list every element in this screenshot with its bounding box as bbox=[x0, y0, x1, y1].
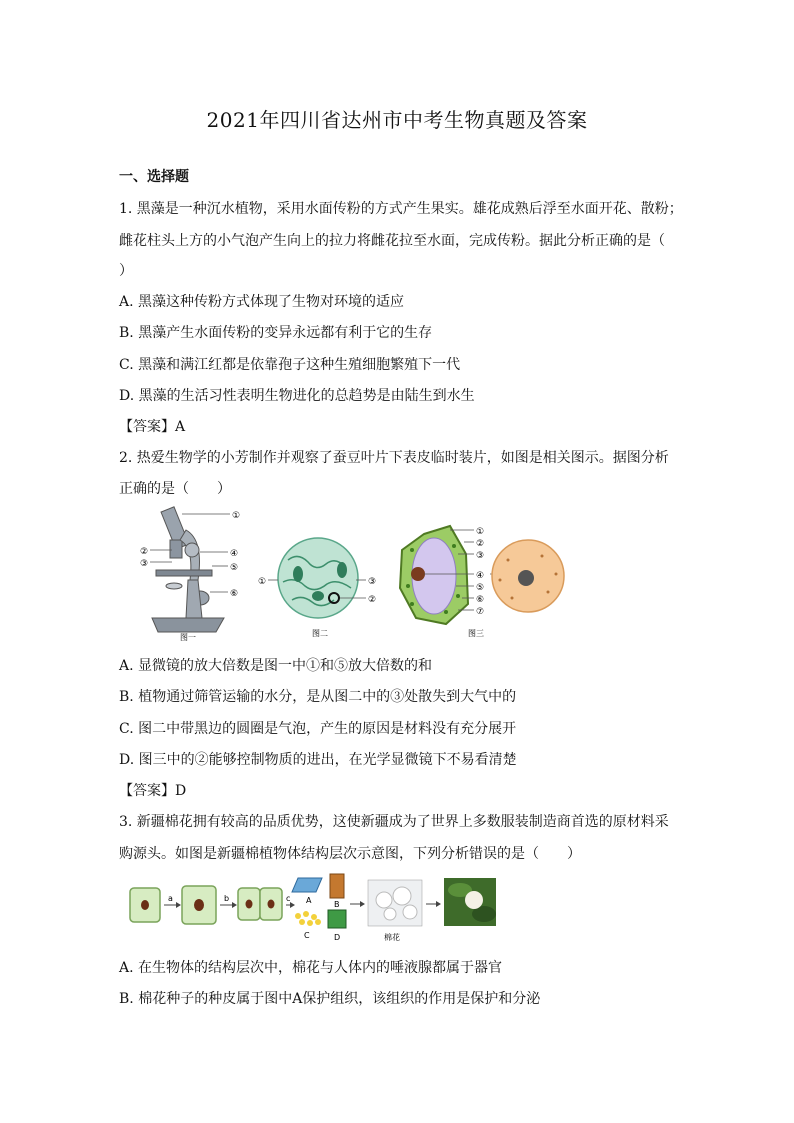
q1-option-c: C. 黑藻和满江红都是依靠孢子这种生殖细胞繁殖下一代 bbox=[119, 357, 461, 373]
fig3-label-4: ④ bbox=[476, 571, 485, 581]
fig3-label-7: ⑦ bbox=[476, 607, 485, 617]
fig2-caption: 图二 bbox=[312, 629, 328, 638]
q2-option-c: C. 图二中带黑边的圆圈是气泡，产生的原因是材料没有充分展开 bbox=[119, 721, 517, 737]
fig3-label-3: ③ bbox=[476, 551, 485, 561]
page-title: 2021年四川省达州市中考生物真题及答案 bbox=[206, 108, 588, 132]
fig3-label-1: ① bbox=[476, 527, 485, 537]
fig1-label-4: ④ bbox=[230, 549, 239, 559]
q3-figure bbox=[128, 870, 498, 948]
q1-option-a: A. 黑藻这种传粉方式体现了生物对环境的适应 bbox=[119, 294, 405, 310]
q2-stem-line-2: 正确的是（ ） bbox=[119, 481, 231, 497]
cell-comparison-illustration bbox=[400, 526, 564, 638]
fig2-label-1: ① bbox=[258, 577, 267, 587]
tissue-label-c: C bbox=[304, 931, 310, 940]
microscope-illustration bbox=[140, 507, 240, 642]
q1-option-b: B. 黑藻产生水面传粉的变异永远都有利于它的生存 bbox=[119, 325, 433, 341]
q2-option-d: D. 图三中的②能够控制物质的进出，在光学显微镜下不易看清楚 bbox=[119, 752, 517, 768]
fig1-label-2: ② bbox=[140, 547, 149, 557]
q2-figure bbox=[128, 500, 688, 642]
q1-stem-line-1: 1. 黑藻是一种沉水植物，采用水面传粉的方式产生果实。雄花成熟后浮至水面开花、散粉； bbox=[119, 201, 683, 217]
cell-division-sequence bbox=[130, 886, 295, 924]
q2-stem-line-1: 2. 热爱生物学的小芳制作并观察了蚕豆叶片下表皮临时装片，如图是相关图示。据图分析 bbox=[119, 450, 669, 466]
fig2-label-3: ③ bbox=[368, 577, 377, 587]
q3-option-a: A. 在生物体的结构层次中，棉花与人体内的唾液腺都属于器官 bbox=[119, 960, 503, 976]
section-heading: 一、选择题 bbox=[119, 169, 189, 185]
q3-stem-line-2: 购源头。如图是新疆棉植物体结构层次示意图，下列分析错误的是（ ） bbox=[119, 846, 581, 862]
fig3-caption: 图三 bbox=[468, 629, 484, 638]
q2-answer: 【答案】D bbox=[119, 783, 187, 799]
tissue-types bbox=[292, 874, 365, 942]
process-label-a: a bbox=[168, 894, 173, 903]
tissue-label-b: B bbox=[334, 900, 340, 909]
q2-option-a: A. 显微镜的放大倍数是图一中①和⑤放大倍数的和 bbox=[119, 658, 433, 674]
q1-answer: 【答案】A bbox=[119, 419, 186, 435]
q3-stem-line-1: 3. 新疆棉花拥有较高的品质优势，这使新疆成为了世界上多数服装制造商首选的原材料采 bbox=[119, 814, 669, 830]
q1-option-d: D. 黑藻的生活习性表明生物进化的总趋势是由陆生到水生 bbox=[119, 388, 475, 404]
fig1-label-5: ⑤ bbox=[230, 563, 239, 573]
fig1-label-1: ① bbox=[232, 511, 241, 521]
q2-option-b: B. 植物通过筛管运输的水分，是从图二中的③处散失到大气中的 bbox=[119, 689, 517, 705]
fig1-caption: 图一 bbox=[180, 633, 196, 642]
process-label-b: b bbox=[224, 894, 230, 903]
tissue-label-a: A bbox=[306, 896, 312, 905]
q1-stem-line-2: 雌花柱头上方的小气泡产生向上的拉力将雌花拉至水面，完成传粉。据此分析正确的是（ bbox=[119, 233, 665, 249]
fig3-label-5: ⑤ bbox=[476, 583, 485, 593]
cotton-boll-photo bbox=[368, 880, 441, 942]
cotton-plant-photo bbox=[444, 878, 496, 926]
q1-stem-line-3: ） bbox=[119, 263, 133, 279]
fig1-label-6: ⑥ bbox=[230, 589, 239, 599]
process-label-c: c bbox=[286, 894, 291, 903]
cotton-label: 棉花 bbox=[384, 933, 400, 942]
epidermis-view-illustration bbox=[258, 538, 376, 638]
q3-option-b: B. 棉花种子的种皮属于图中A保护组织，该组织的作用是保护和分泌 bbox=[119, 991, 541, 1007]
fig1-label-3: ③ bbox=[140, 559, 149, 569]
fig3-label-6: ⑥ bbox=[476, 595, 485, 605]
fig3-label-2: ② bbox=[476, 539, 485, 549]
fig2-label-2: ② bbox=[368, 595, 377, 605]
tissue-label-d: D bbox=[334, 933, 341, 942]
